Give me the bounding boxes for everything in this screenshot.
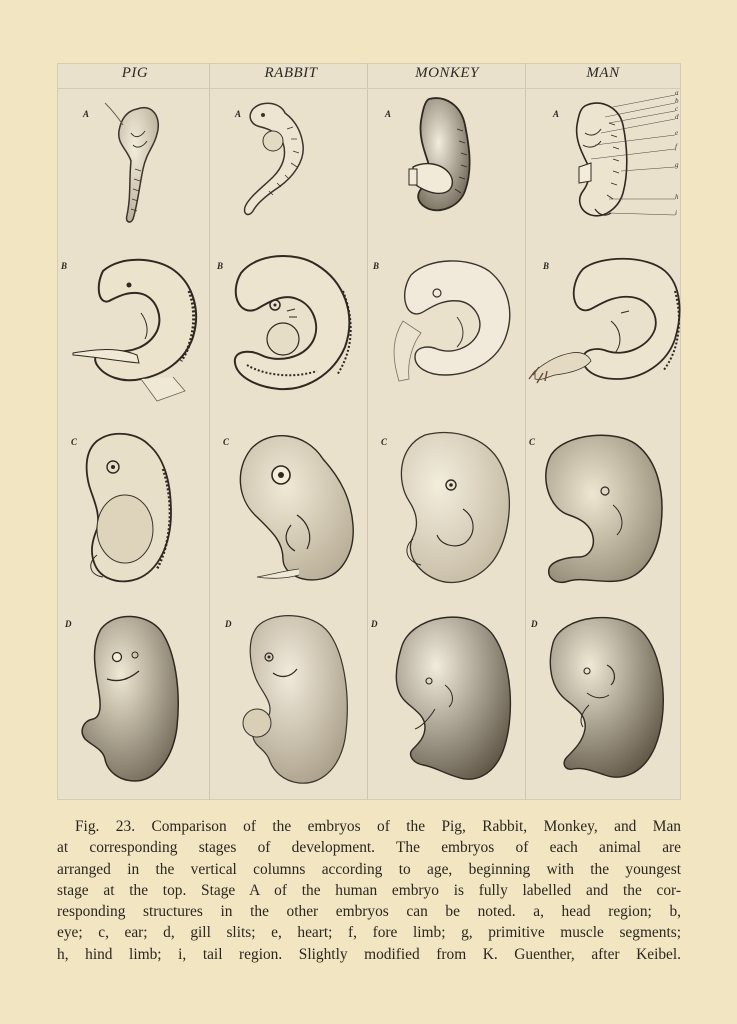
man-label-i: i [675, 209, 677, 217]
cell-man-c [525, 429, 681, 609]
stage-label-c: C [71, 437, 78, 447]
caption-line: arranged in the vertical columns according to age, beginning with the youngest [57, 860, 681, 878]
column-headers [57, 63, 681, 89]
column-header-man: MAN [586, 65, 620, 81]
cell-monkey-b [369, 251, 525, 429]
stage-label-d: D [371, 619, 378, 629]
caption-line: at corresponding stages of development. The embryos of each animal are [57, 839, 681, 857]
caption-line: Fig. 23. Comparison of the embryos of the Pig, Rabbit, Monkey, and Man [75, 818, 681, 835]
stage-label-a: A [235, 109, 242, 119]
stage-label-a: A [553, 109, 560, 119]
cell-pig-d [57, 609, 213, 800]
cell-man-b [525, 251, 681, 429]
man-embryo-c-illustration [525, 429, 681, 609]
man-embryo-b-illustration [525, 251, 681, 429]
stage-label-d: D [531, 619, 538, 629]
stage-label-b: B [217, 261, 224, 271]
cell-monkey-a [369, 89, 525, 251]
man-label-h: h [675, 193, 679, 201]
cell-man-d [525, 609, 681, 800]
cell-rabbit-c [213, 429, 369, 609]
man-label-e: e [675, 129, 679, 137]
man-embryo-d-illustration [525, 609, 681, 800]
pig-embryo-c-illustration [57, 429, 213, 609]
rabbit-embryo-a-illustration [213, 89, 369, 251]
rabbit-embryo-c-illustration [213, 429, 369, 609]
stage-label-a: A [385, 109, 392, 119]
man-label-d: d [675, 113, 679, 121]
caption-line: stage at the top. Stage A of the human embryo is fully labelled and the cor- [57, 881, 681, 899]
man-label-c: c [675, 105, 679, 113]
pig-embryo-b-illustration [57, 251, 213, 429]
cell-rabbit-a [213, 89, 369, 251]
figure-caption [57, 816, 681, 965]
cell-pig-b [57, 251, 213, 429]
cell-monkey-c [369, 429, 525, 609]
monkey-embryo-d-illustration [369, 609, 525, 800]
monkey-embryo-b-illustration [369, 251, 525, 429]
cell-monkey-d [369, 609, 525, 800]
rabbit-embryo-d-illustration [213, 609, 369, 800]
cell-rabbit-d [213, 609, 369, 800]
stage-label-c: C [529, 437, 536, 447]
cell-pig-a [57, 89, 213, 251]
stage-label-d: D [65, 619, 72, 629]
column-header-pig: PIG [121, 65, 149, 81]
stage-label-b: B [373, 261, 380, 271]
man-embryo-a-illustration [525, 89, 681, 251]
column-header-monkey: MONKEY [415, 65, 479, 81]
stage-label-c: C [223, 437, 230, 447]
man-label-a: a [675, 89, 679, 97]
cell-pig-c [57, 429, 213, 609]
caption-line: responding structures in the other embryos can be noted. a, head region; b, [57, 903, 681, 921]
stage-label-d: D [225, 619, 232, 629]
pig-embryo-d-illustration [57, 609, 213, 800]
caption-line: eye; c, ear; d, gill slits; e, heart; f, fore limb; g, primitive muscle segments; [57, 924, 681, 942]
monkey-embryo-c-illustration [369, 429, 525, 609]
cell-man-a [525, 89, 681, 251]
embryo-plate [57, 63, 681, 800]
stage-label-b: B [543, 261, 550, 271]
stage-label-b: B [61, 261, 68, 271]
pig-embryo-a-illustration [57, 89, 213, 251]
man-label-g: g [675, 161, 679, 169]
caption-line: h, hind limb; i, tail region. Slightly modified from K. Guenther, after Keibel. [57, 945, 681, 963]
rabbit-embryo-b-illustration [213, 251, 369, 429]
cell-rabbit-b [213, 251, 369, 429]
stage-label-c: C [381, 437, 388, 447]
man-label-f: f [675, 143, 677, 151]
column-header-rabbit: RABBIT [264, 65, 318, 81]
monkey-embryo-a-illustration [369, 89, 525, 251]
man-label-b: b [675, 97, 679, 105]
stage-label-a: A [83, 109, 90, 119]
